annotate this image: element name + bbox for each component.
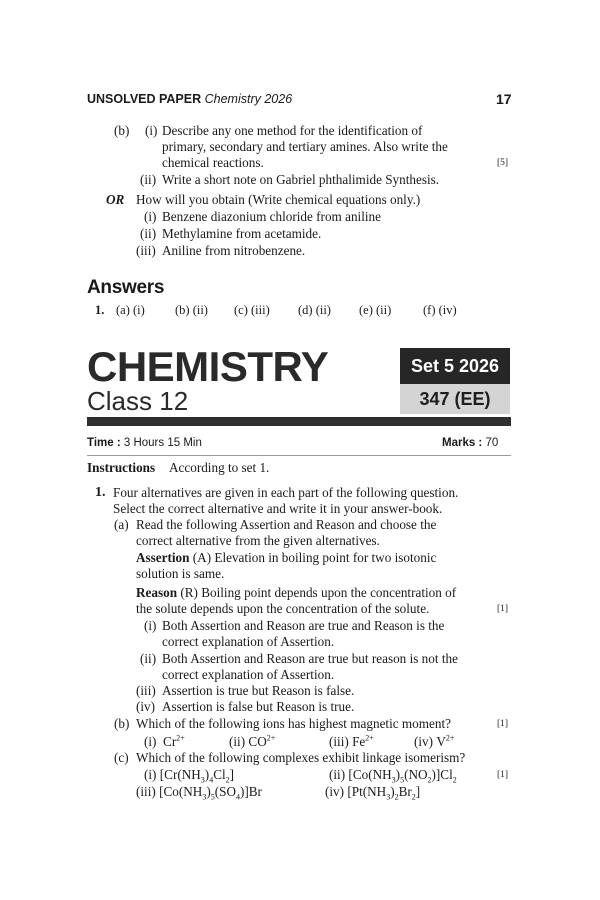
option-ii-line2: correct explanation of Assertion. [162, 667, 335, 682]
q1-intro-line2: Select the correct alternative and write it in your answer-book. [113, 501, 443, 516]
option-i-line1: Both Assertion and Reason are true and Reason is the [162, 618, 445, 633]
formula-sub: 3 [386, 792, 391, 802]
formula-sub: 5 [210, 792, 215, 802]
answer-item: (c) (iii) [234, 303, 270, 317]
q-b-i-line1: Describe any one method for the identification of [162, 123, 423, 138]
option-iv-label: (iv) [136, 699, 156, 714]
page-number: 17 [496, 91, 512, 107]
option-ii-label: (ii) [140, 651, 157, 666]
b-option-iv [414, 734, 454, 750]
answer-item: (e) (ii) [359, 303, 392, 317]
formula-part: ) [206, 784, 211, 799]
running-header [87, 92, 292, 106]
formula-sub: 4 [235, 792, 240, 802]
q1-a-line2: correct alternative from the given alternatives. [136, 533, 380, 548]
b-option-i [144, 734, 185, 750]
formula-sub: 2 [394, 792, 399, 802]
q1-c-marks: [1] [497, 770, 509, 780]
or-i-text: Benzene diazonium chloride from aniline [162, 209, 381, 224]
reason-label: Reason [136, 585, 178, 600]
option-ii-line1: Both Assertion and Reason are true but reason is not the [162, 651, 458, 666]
class-title: Class 12 [87, 386, 189, 416]
or-iii-label: (iii) [136, 243, 156, 258]
formula-part: ] [415, 784, 421, 799]
q1-number: 1. [95, 485, 106, 500]
formula-sub: 2 [452, 775, 457, 785]
q-b-i-line3: chemical reactions. [162, 155, 264, 170]
formula-part: )]Br [239, 784, 262, 799]
or-label: OR [106, 192, 125, 207]
answer-item: (f) (iv) [423, 303, 457, 317]
c-option-i-label: (i) [144, 767, 157, 782]
b-option-iv-ion: V [436, 734, 446, 749]
or-ii-text: Methylamine from acetamide. [162, 226, 322, 241]
q1-b-marks: [1] [497, 719, 509, 729]
reason-line2: the solute depends upon the concentration of the solute. [136, 601, 430, 616]
formula-part: [Pt(NH [347, 784, 387, 799]
option-iv-text: Assertion is false but Reason is true. [162, 699, 355, 714]
c-option-i [144, 767, 234, 783]
b-option-iii-ion: Fe [352, 734, 366, 749]
formula-part: ) [395, 767, 401, 782]
q1-b-label: (b) [114, 716, 130, 731]
q-b-i-label: (i) [145, 123, 158, 138]
formula-sub: 3 [200, 775, 205, 785]
b-option-i-ion: Cr [163, 734, 177, 749]
q-b-ii-label: (ii) [140, 172, 157, 187]
title-divider [87, 417, 511, 426]
paper-code-badge: 347 (EE) [400, 384, 510, 414]
formula-part: [Co(NH [348, 767, 392, 782]
formula-part: (NO [404, 767, 428, 782]
c-option-iv-label: (iv) [325, 784, 345, 799]
q1-c-text: Which of the following complexes exhibit linkage isomerism? [136, 750, 466, 765]
q1-a-line1: Read the following Assertion and Reason and choose the [136, 517, 437, 532]
c-option-ii-label: (ii) [329, 767, 346, 782]
b-option-i-label: (i) [144, 734, 157, 749]
c-option-iii [136, 784, 262, 800]
b-option-iii-charge: 2+ [365, 733, 374, 743]
instructions-text: According to set 1. [169, 460, 270, 475]
formula-sub: 5 [400, 775, 405, 785]
c-option-ii [329, 767, 457, 783]
time-info [87, 437, 202, 449]
formula-sub: 2 [225, 775, 230, 785]
option-i-label: (i) [144, 618, 157, 633]
marks-info [442, 437, 498, 449]
time-value: 3 Hours 15 Min [123, 437, 202, 449]
b-option-ii-charge: 2+ [266, 733, 276, 743]
or-text: How will you obtain (Write chemical equations only.) [136, 192, 421, 207]
or-iii-text: Aniline from nitrobenzene. [162, 243, 306, 258]
header-series: UNSOLVED PAPER [87, 92, 202, 106]
assertion-line2: solution is same. [136, 566, 225, 581]
c-option-iii-label: (iii) [136, 784, 156, 799]
q1-intro-line1: Four alternatives are given in each part of the following question. [113, 485, 459, 500]
option-iii-label: (iii) [136, 683, 156, 698]
c-option-iv [325, 784, 420, 800]
b-option-i-charge: 2+ [176, 733, 185, 743]
subject-title: CHEMISTRY [87, 343, 329, 390]
formula-part: Br [398, 784, 412, 799]
formula-part: )]Cl [431, 767, 453, 782]
set-badge: Set 5 2026 [400, 348, 510, 384]
instructions-label: Instructions [87, 460, 156, 475]
formula-part: (SO [214, 784, 236, 799]
marks-value: 70 [485, 437, 499, 449]
option-iii-text: Assertion is true but Reason is false. [162, 683, 355, 698]
or-i-label: (i) [144, 209, 157, 224]
formula-part: ] [229, 767, 235, 782]
q-b-ii-text: Write a short note on Gabriel phthalimide Synthesis. [162, 172, 440, 187]
or-ii-label: (ii) [140, 226, 157, 241]
answer-item: (b) (ii) [175, 303, 208, 317]
header-subject: Chemistry 2026 [204, 92, 293, 106]
b-option-ii [229, 734, 275, 750]
b-option-iv-charge: 2+ [445, 733, 455, 743]
formula-part: [Cr(NH [159, 767, 201, 782]
formula-part: ) [204, 767, 210, 782]
option-i-line2: correct explanation of Assertion. [162, 634, 335, 649]
b-option-iv-label: (iv) [414, 734, 434, 749]
answers-q-num: 1. [95, 303, 105, 317]
marks-label: Marks : [442, 437, 483, 449]
answer-item: (a) (i) [116, 303, 145, 317]
answer-item: (d) (ii) [298, 303, 331, 317]
time-label: Time : [87, 437, 121, 449]
q-b-label: (b) [114, 123, 130, 138]
q1-a-marks: [1] [497, 604, 509, 614]
assertion-label: Assertion [136, 550, 190, 565]
formula-sub: 2 [427, 775, 432, 785]
q1-a-label: (a) [114, 517, 129, 532]
q1-b-text: Which of the following ions has highest magnetic moment? [136, 716, 451, 731]
formula-part: Cl [213, 767, 226, 782]
formula-sub: 3 [391, 775, 396, 785]
reason-line1 [136, 585, 456, 601]
formula-sub: 4 [209, 775, 214, 785]
b-option-iii-label: (iii) [329, 734, 349, 749]
assertion-text: (A) Elevation in boiling point for two isotonic [192, 550, 437, 565]
formula-sub: 2 [411, 792, 416, 802]
info-divider [87, 455, 511, 456]
reason-text: (R) Boiling point depends upon the concentration of [180, 585, 457, 600]
q-b-i-line2: primary, secondary and tertiary amines. Also write the [162, 139, 448, 154]
formula-sub: 3 [202, 792, 207, 802]
b-option-ii-ion: CO [248, 734, 267, 749]
q-b-i-marks: [5] [497, 158, 509, 168]
formula-part: [Co(NH [159, 784, 203, 799]
q1-c-label: (c) [114, 750, 129, 765]
answers-heading: Answers [87, 277, 165, 298]
b-option-ii-label: (ii) [229, 734, 246, 749]
b-option-iii [329, 734, 374, 750]
assertion-line1 [136, 550, 436, 566]
formula-part: ) [390, 784, 395, 799]
